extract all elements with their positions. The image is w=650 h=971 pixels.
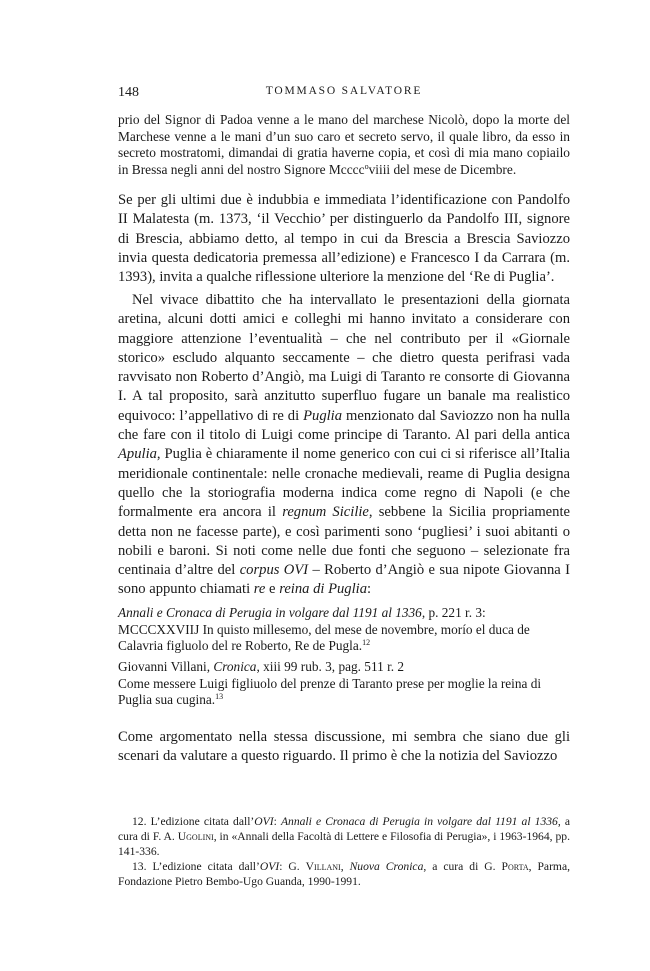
paragraph-2: Nel vivace dibattito che ha intervallato le presentazioni della giornata aretina, alcuni dotti amici e colleghi mi hanno invitato a considerare con maggiore attenzione l’eventualità – che nel contributo per il «Giornale storico» escludo alquanto seccamente – che dietro questa perifrasi vada ravvisato non Roberto d’Angiò, ma Luigi di Taranto re consorte di Giovanna I. A tal proposito, sarà anzitutto superfluo fugare un banale ma realistico equivoco: l’appellativo di re di Puglia menzionato dal Saviozzo non ha nulla che fare con il titolo di Luigi come principe di Taranto. Al pari della antica Apulia, Puglia è chiaramente il nome generico con cui ci si riferisce all’Italia meridionale continentale: nelle cronache medievali, reame di Puglia designa quello che la storiografia moderna indica come regno di Napoli (e che formalmente era ancora il regnum Sicilie, sebbene la Sicilia propriamente detta non ne facesse parte), e così parimenti sono ‘pugliesi’ i suoi abitanti o nobili e baroni. Si noti come nelle due fonti che seguono – selezionate fra centinaia d’altre del corpus OVI – Roberto d’Angiò e sua nipote Giovanna I sono appunto chiamati re e reina di Puglia: <box>118 292 570 598</box>
source-citation-1 <box>118 605 570 655</box>
footnote-13: 13. L’edizione citata dall’OVI: G. Villani, Nuova Cronica, a cura di G. Porta, Parma, Fondazione Pietro Bembo-Ugo Guanda, 1990-1991. <box>118 860 570 889</box>
footnote-ref-12[interactable]: 12 <box>362 638 371 648</box>
paragraph-3: Come argomentato nella stessa discussione, mi sembra che siano due gli scenari da valutare a questo riguardo. Il primo è che la notizia del Saviozzo <box>118 729 570 765</box>
superscript-o: o <box>364 161 369 171</box>
quotation-block <box>118 112 570 178</box>
footnote-12: 12. L’edizione citata dall’OVI: Annali e Cronaca di Perugia in volgare dal 1191 al 1336, a cura di F. A. Ugolini, in «Annali della Facoltà di Lettere e Filosofia di Perugia», i 1963-1964, pp. 141-336. <box>118 815 570 858</box>
source-2-text: Come messere Luigi figliuolo del prenze di Taranto prese per moglie la reina di Puglia sua cugina.$^{13}$ <box>118 675 542 708</box>
source-1-text: MCCCXXVIIJ In quisto millesemo, del mese de novembre, morío el duca de Calavria figluolo del re Roberto, Re de Pugla.$^{12}$ <box>118 621 530 654</box>
running-head <box>118 85 570 103</box>
footnotes <box>118 815 570 891</box>
source-2-reference: Giovanni Villani, Cronica, xiii 99 rub. 3, pag. 511 r. 2 <box>118 659 405 674</box>
footnote-ref-13[interactable]: 13 <box>215 692 224 702</box>
source-citation-2 <box>118 659 570 709</box>
source-1-reference: Annali e Cronaca di Perugia in volgare dal 1191 al 1336, p. 221 r. 3: <box>118 605 486 620</box>
paragraph-1: Se per gli ultimi due è indubbia e immediata l’identificazione con Pandolfo II Malatesta (m. 1373, ‘il Vecchio’ per distinguerlo da Pandolfo III, signore di Brescia, abbiamo detto, al tempo in cui da Brescia a Brescia Saviozzo invia questa dedicatoria premessa all’edizione) e Francesco I da Carrara (m. 1393), invita a qualche riflessione ulteriore la menzione del ‘Re di Puglia’. <box>118 192 570 286</box>
running-title: TOMMASO SALVATORE <box>265 85 423 97</box>
quotation-text: prio del Signor di Padoa venne a le mano del marchese Nicolò, dopo la morte del Marchese venne a le mani d’un suo caro et secreto servo, il quale libro, da esso in secreto mostratomi, dimandai di gratia haverne copia, et così di mia mano copiailo in Bressa negli anni del nostro Signore Mcccc$^o$viiii del mese de Dicembre. <box>118 112 570 177</box>
page-number: 148 <box>118 85 139 100</box>
